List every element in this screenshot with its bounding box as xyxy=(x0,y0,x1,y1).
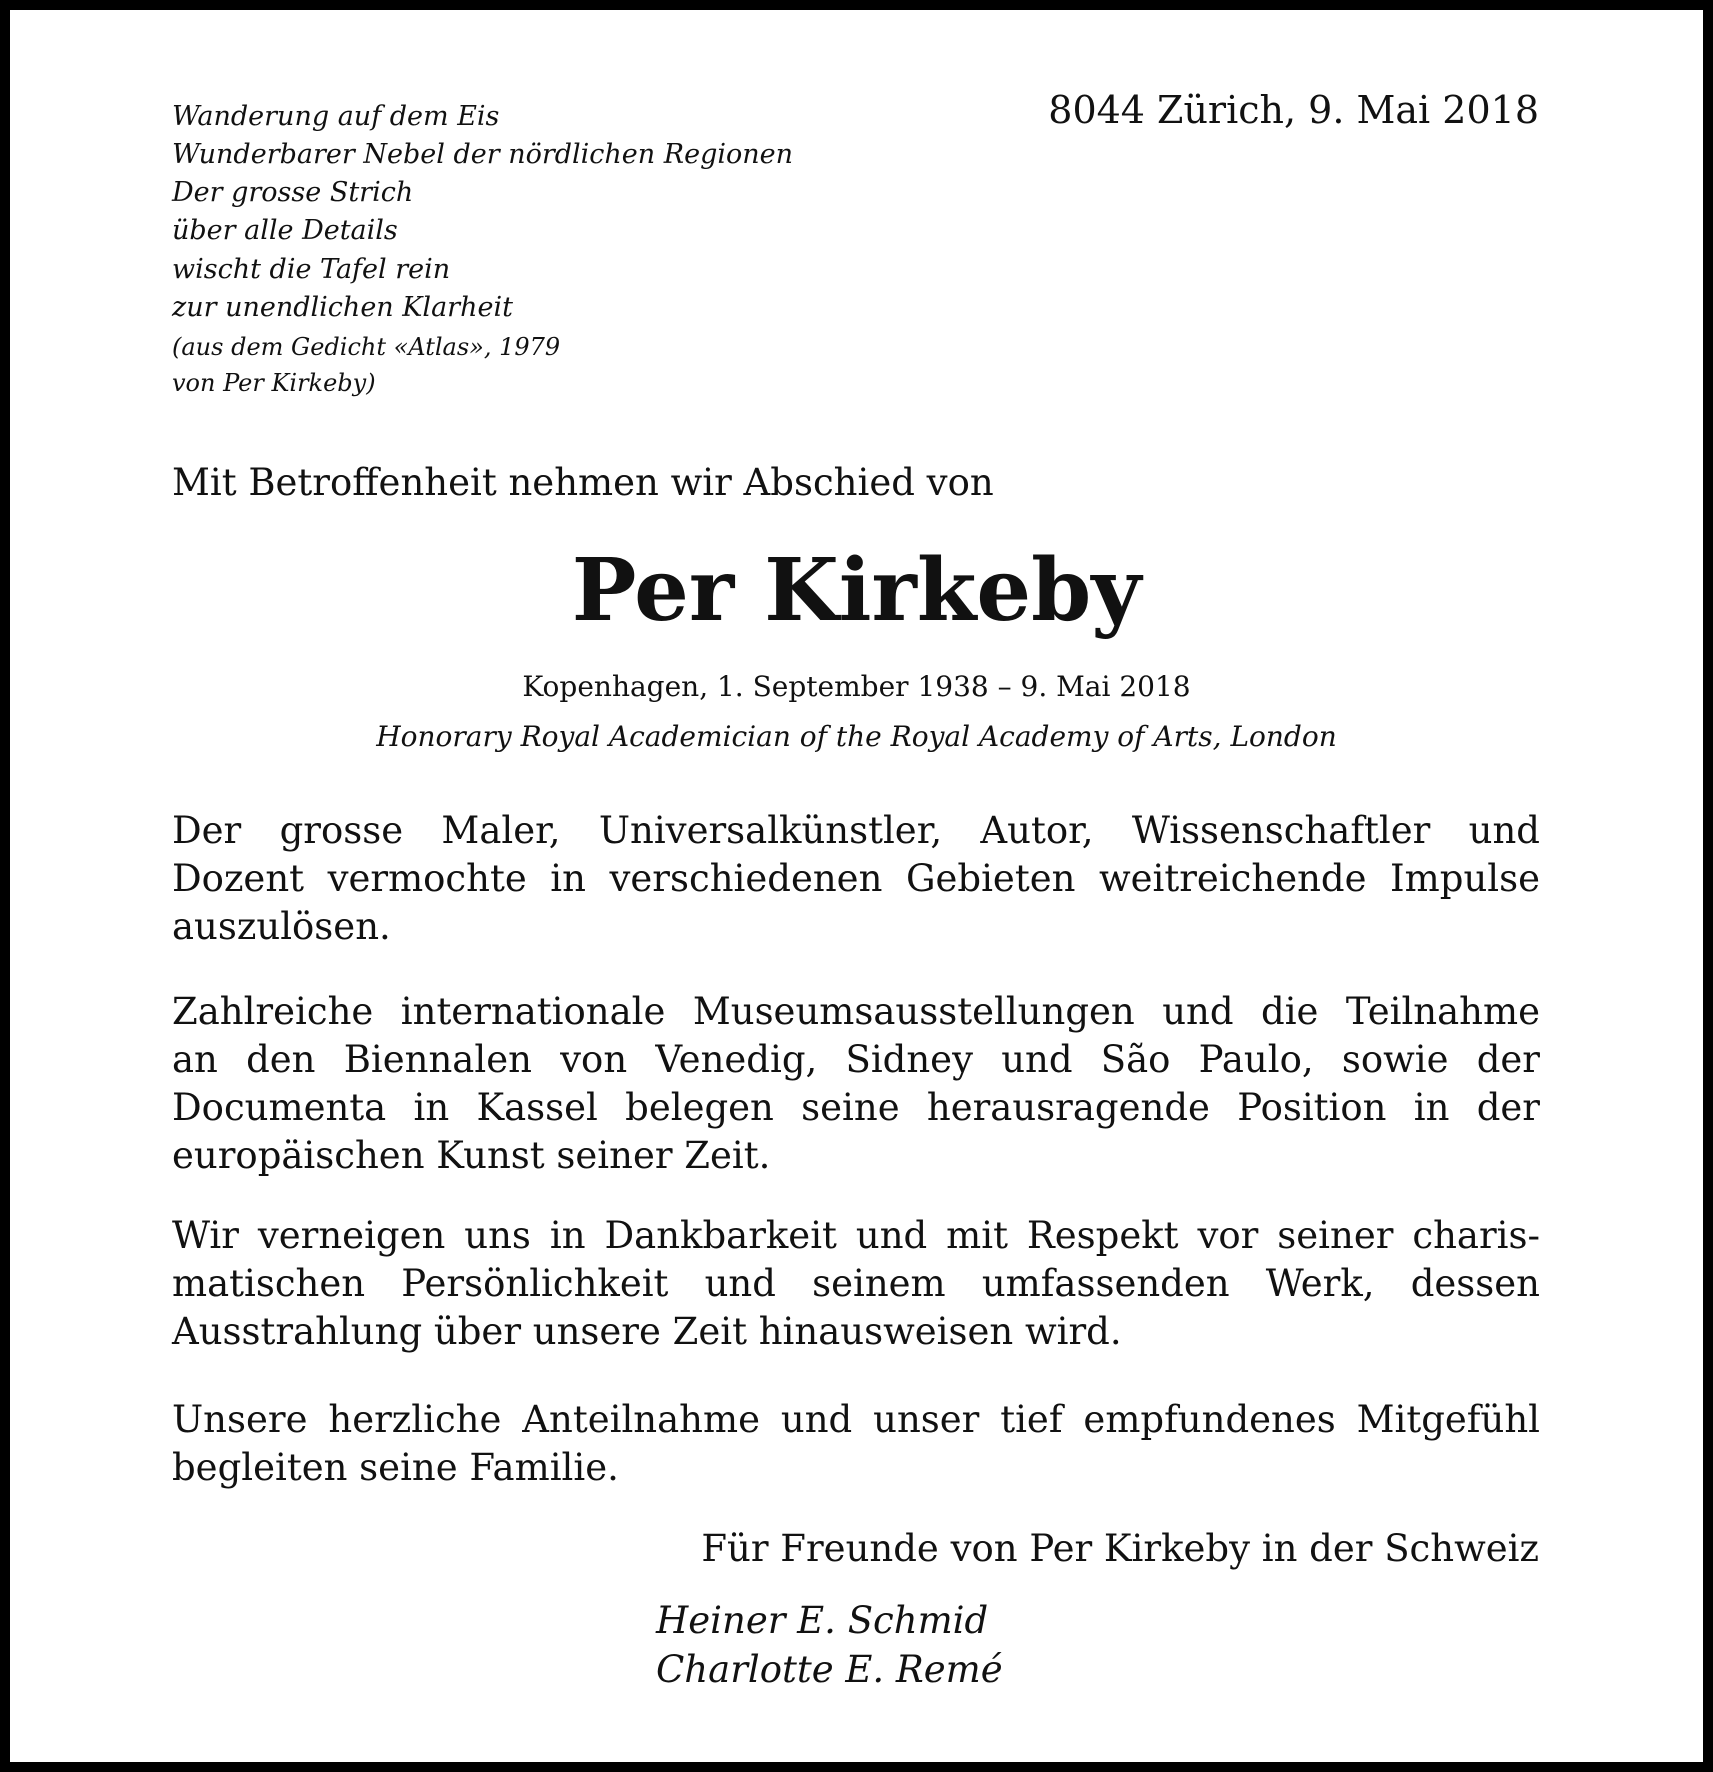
poem-source: von Per Kirkeby) xyxy=(172,369,376,397)
text-line: Documenta in Kassel belegen seine herausragende Position in der xyxy=(172,1086,1540,1129)
paragraph-2 xyxy=(172,988,1540,1180)
text-line: Wir verneigen uns in Dankbarkeit und mit Respekt vor seiner charis- xyxy=(172,1214,1540,1257)
poem-line: Wunderbarer Nebel der nördlichen Regionen xyxy=(172,139,793,170)
signatory-name: Charlotte E. Remé xyxy=(656,1648,1003,1691)
signatory-name: Heiner E. Schmid xyxy=(656,1599,989,1642)
poem-line: wischt die Tafel rein xyxy=(172,254,451,285)
poem-source: (aus dem Gedicht «Atlas», 1979 xyxy=(172,333,561,361)
poem-line: Wanderung auf dem Eis xyxy=(172,101,500,132)
text-line: begleiten seine Familie. xyxy=(172,1446,619,1489)
poem-line: zur unendlichen Klarheit xyxy=(172,292,513,323)
text-line: Der grosse Maler, Universalkünstler, Autor, Wissenschaftler und xyxy=(172,809,1540,852)
text-line: europäischen Kunst seiner Zeit. xyxy=(172,1134,771,1177)
text-line: auszulösen. xyxy=(172,905,391,948)
paragraph-3 xyxy=(172,1212,1540,1356)
text-line: Ausstrahlung über unsere Zeit hinausweisen wird. xyxy=(172,1310,1122,1353)
text-line: Zahlreiche internationale Museumsausstellungen und die Teilnahme xyxy=(172,990,1540,1033)
paragraph-4 xyxy=(172,1396,1540,1492)
text-line: an den Biennalen von Venedig, Sidney und São Paulo, sowie der xyxy=(172,1038,1540,1081)
intro-text: Mit Betroffenheit nehmen wir Abschied von xyxy=(172,461,994,504)
paragraph-1 xyxy=(172,807,1540,951)
poem-line: über alle Details xyxy=(172,215,398,246)
deceased-name: Per Kirkeby xyxy=(571,540,1142,641)
text-line: matischen Persönlichkeit und seinem umfassenden Werk, dessen xyxy=(172,1262,1540,1305)
date-place: 8044 Zürich, 9. Mai 2018 xyxy=(1048,88,1539,132)
text-line: Dozent vermochte in verschiedenen Gebieten weitreichende Impulse xyxy=(172,857,1540,900)
life-dates: Kopenhagen, 1. September 1938 – 9. Mai 2018 xyxy=(522,670,1191,703)
poem-line: Der grosse Strich xyxy=(172,177,414,208)
text-line: Unsere herzliche Anteilnahme und unser tief empfundenes Mitgefühl xyxy=(172,1398,1540,1441)
honor: Honorary Royal Academician of the Royal Academy of Arts, London xyxy=(376,720,1337,753)
signature-group: Für Freunde von Per Kirkeby in der Schweiz xyxy=(701,1527,1539,1570)
